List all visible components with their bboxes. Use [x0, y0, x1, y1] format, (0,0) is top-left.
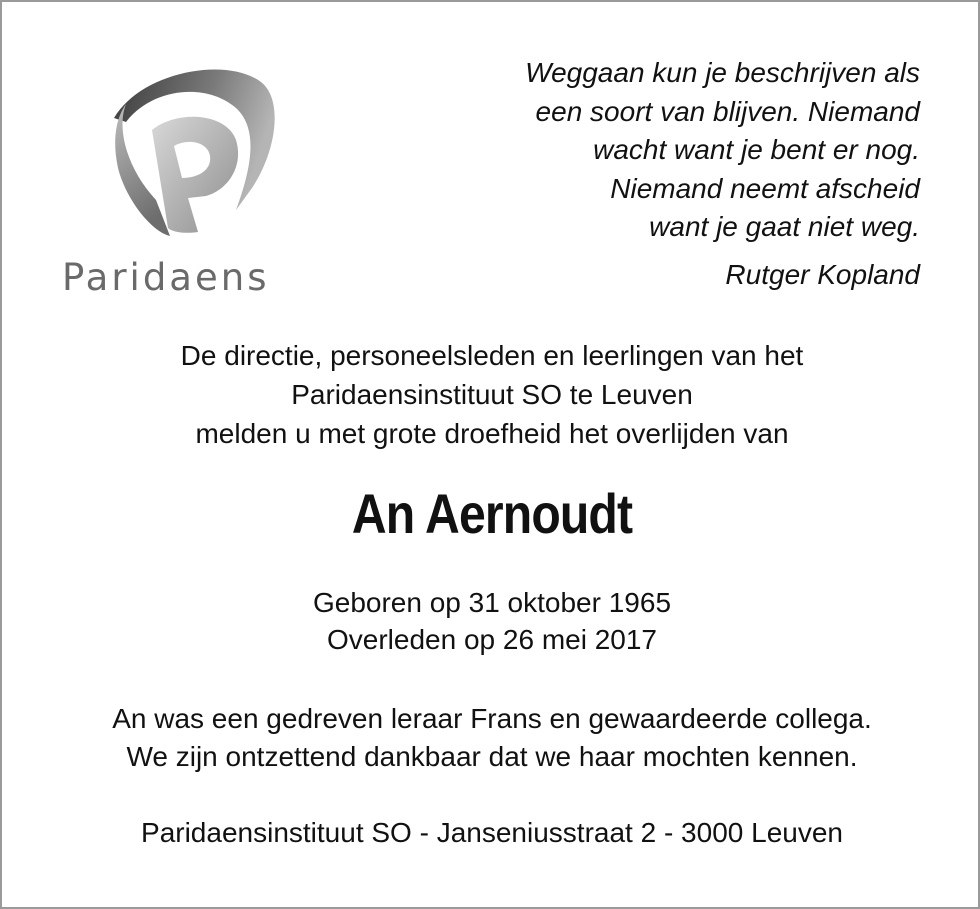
- deceased-name: An Aernoudt: [351, 482, 633, 545]
- poem-line: Niemand neemt afscheid: [610, 172, 920, 204]
- intro-line: Paridaensinstituut SO te Leuven: [291, 379, 693, 410]
- poem-author: Rutger Kopland: [725, 259, 920, 290]
- death-date: Overleden op 26 mei 2017: [327, 624, 657, 655]
- intro-text: [2, 336, 980, 453]
- poem-line: wacht want je bent er nog.: [593, 134, 920, 165]
- tribute-line: We zijn ontzettend dankbaar dat we haar mochten kennen.: [126, 741, 858, 772]
- paridaens-logo: [56, 60, 346, 310]
- tribute-line: An was een gedreven leraar Frans en gewaardeerde collega.: [112, 703, 872, 734]
- poem-quote: [440, 54, 920, 247]
- poem-line: een soort van blijven. Niemand: [535, 95, 920, 127]
- poem-line: Weggaan kun je beschrijven als: [525, 57, 920, 88]
- tribute-text: [2, 700, 980, 776]
- intro-line: melden u met grote droefheid het overlijden van: [195, 418, 789, 449]
- logo-wordmark: Paridaens: [62, 256, 270, 299]
- life-dates: [2, 584, 980, 658]
- birth-date: Geboren op 31 oktober 1965: [312, 587, 672, 618]
- paridaens-p-icon: [56, 60, 296, 250]
- intro-line: De directie, personeelsleden en leerlingen van het: [180, 340, 804, 371]
- poem-line: want je gaat niet weg.: [649, 211, 920, 242]
- school-address: Paridaensinstituut SO - Janseniusstraat 2 - 3000 Leuven: [141, 817, 843, 848]
